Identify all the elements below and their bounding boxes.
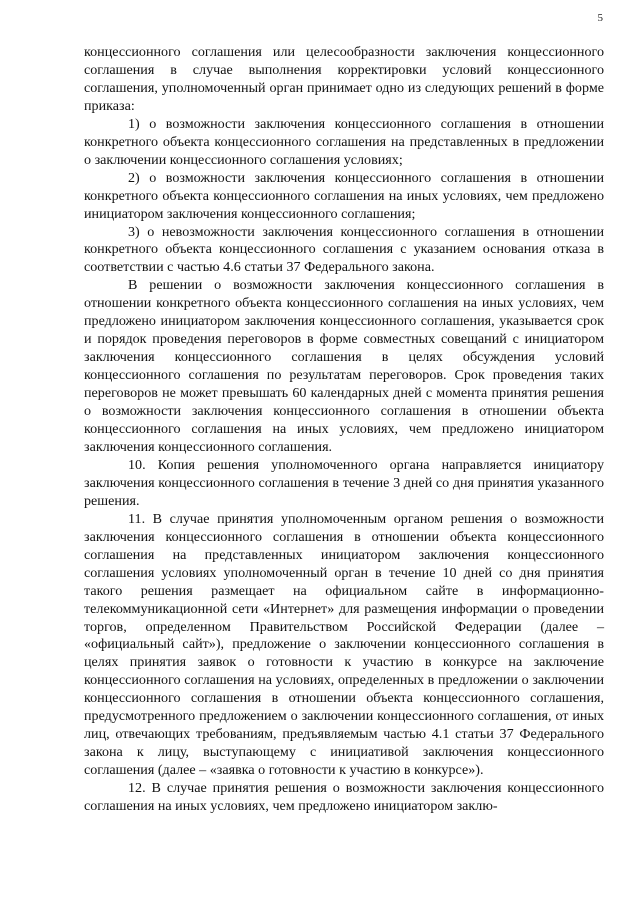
paragraph-option-1: 1) о возможности заключения концессионного соглашения в отношении конкретного объекта концессионного соглашения на представленных в предложении о заключении концессионного соглашения условиях; — [84, 115, 604, 168]
paragraph-item-12: 12. В случае принятия решения о возможности заключения концессионного соглашения на иных условиях, чем предложено инициатором заклю- — [84, 780, 604, 815]
paragraph-item-10: 10. Копия решения уполномоченного органа направляется инициатору заключения концессионного соглашения в течение 3 дней со дня принятия указанного решения. — [84, 456, 604, 509]
body-text — [84, 44, 604, 816]
paragraph-option-3: 3) о невозможности заключения концессионного соглашения в отношении конкретного объекта концессионного соглашения с указанием основания отказа в соответствии с частью 4.6 статьи 37 Федерального закона. — [84, 223, 604, 276]
paragraph-negotiations: В решении о возможности заключения концессионного соглашения в отношении конкретного объекта концессионного соглашения на иных условиях, чем предложено инициатором заключения концессионного соглашения, указывается срок и порядок проведения переговоров в форме совместных совещаний с инициатором заключения концессионного соглашения в целях обсуждения условий концессионного соглашения по результатам переговоров. Срок проведения таких переговоров не может превышать 60 календарных дней с момента принятия решения о возможности заключения концессионного соглашения в отношении объекта концессионного соглашения на иных условиях, чем предложено инициатором заключения концессионного соглашения. — [84, 277, 604, 455]
paragraph-intro: концессионного соглашения или целесообразности заключения концессионного соглашения в случае выполнения корректировки условий концессионного соглашения, уполномоченный орган принимает одно из следующих решений в форме приказа: — [84, 44, 604, 114]
paragraph-item-11: 11. В случае принятия уполномоченным органом решения о возможности заключения концессионного соглашения в отношении объекта концессионного соглашения на представленных инициатором заключения концессионного соглашения условиях уполномоченный орган в течение 10 дней со дня принятия такого решения размещает на официальном сайте в информационно-телекоммуникационной сети «Интернет» для размещения информации о проведении торгов, определенном Правительством Российской Федерации (далее – «официальный сайт»), предложение о заключении концессионного соглашения в целях принятия заявок о готовности к участию в конкурсе на заключение концессионного соглашения на условиях, определенных в предложении о заключении концессионного соглашения в отношении объекта концессионного соглашения, предусмотренного предложением о заключении концессионного соглашения, от иных лиц, отвечающих требованиям, предъявляемым частью 4.1 статьи 37 Федерального закона к лицу, выступающему с инициативой заключения концессионного соглашения (далее – «заявка о готовности к участию в конкурсе»). — [84, 510, 604, 779]
page-number: 5 — [597, 12, 603, 24]
paragraph-option-2: 2) о возможности заключения концессионного соглашения в отношении конкретного объекта концессионного соглашения на иных условиях, чем предложено инициатором заключения концессионного соглашения; — [84, 169, 604, 222]
